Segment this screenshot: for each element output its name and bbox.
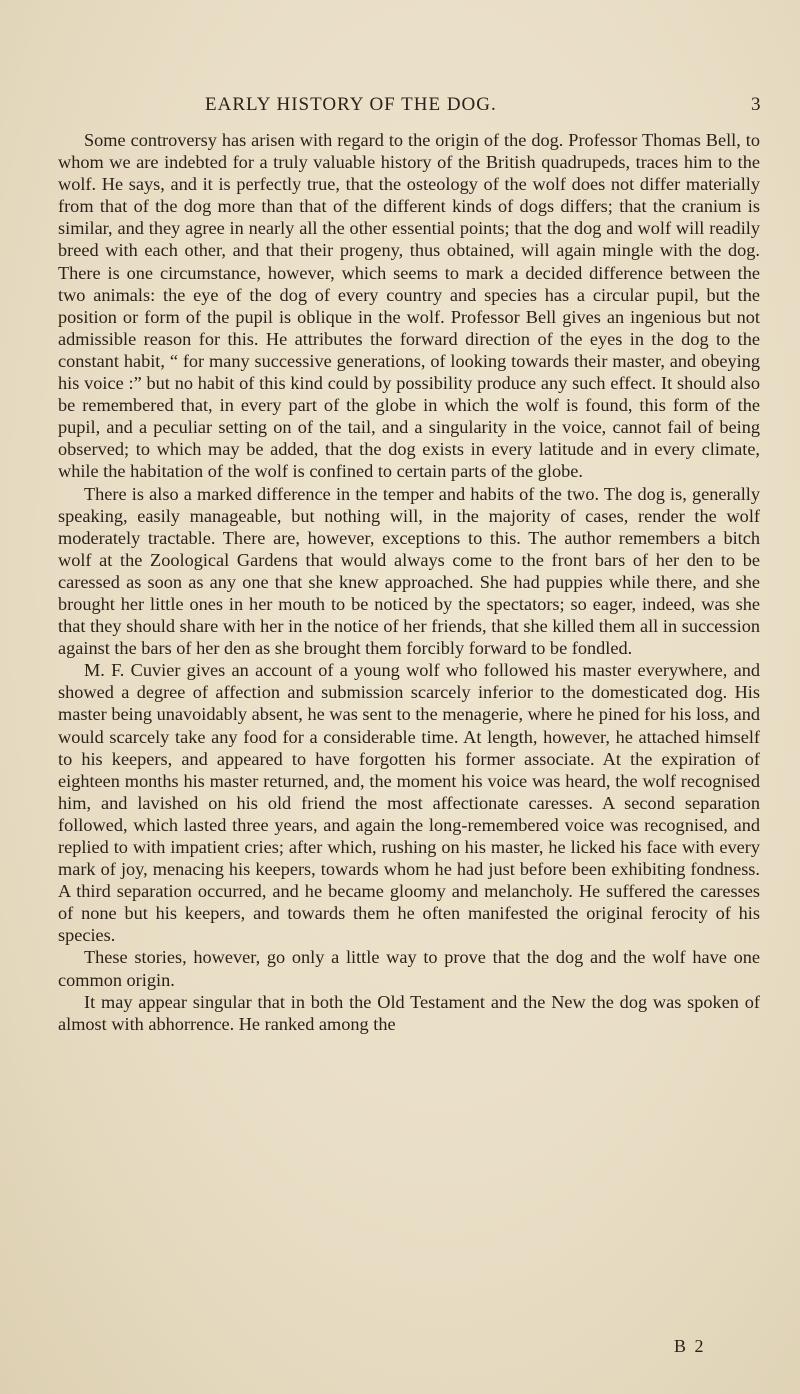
body-text [58, 129, 760, 1035]
paragraph-common-origin: These stories, however, go only a little way to prove that the dog and the wolf have one common origin. [58, 947, 760, 990]
signature-mark: B 2 [674, 1336, 706, 1356]
paragraph-cuvier-wolf: M. F. Cuvier gives an account of a young wolf who followed his master everywhere, and showed a degree of affection and submission scarcely inferior to the domesticated dog. His master being unavoidably absent, he was sent to the menagerie, where he pined for his loss, and would scarcely take any food for a considerable time. At length, however, he attached himself to his keepers, and appeared to have forgotten his former associate. At the expiration of eighteen months his master returned, and, the moment his voice was heard, the wolf recognised him, and lavished on his old friend the most affectionate caresses. A second separation followed, which lasted three years, and again the long-remembered voice was recognised, and replied to with impatient cries; after which, rushing on his master, he licked his face with every mark of joy, menacing his keepers, towards whom he had just before been exhibiting fondness. A third separation occurred, and he became gloomy and melancholy. He suffered the caresses of none but his keepers, and towards them he often manifested the original ferocity of his species. [58, 660, 760, 946]
page-number: 3 [751, 94, 761, 115]
paragraph-temper-and-habits: There is also a marked difference in the temper and habits of the two. The dog is, generally speaking, easily manageable, but nothing will, in the majority of cases, render the wolf moderately tractable. There are, however, exceptions to this. The author remembers a bitch wolf at the Zoological Gardens that would always come to the front bars of her den to be caressed as soon as any one that she knew approached. She had puppies while there, and she brought her little ones in her mouth to be noticed by the spectators; so eager, indeed, was she that they should share with her in the notice of her friends, that she killed them all in succession against the bars of her den as she brought them forcibly forward to be fondled. [58, 483, 760, 659]
paragraph-origin-of-dog: Some controversy has arisen with regard to the origin of the dog. Professor Thomas Bell, to whom we are indebted for a truly valuable history of the British quadrupeds, traces him to the wolf. He says, and it is perfectly true, that the osteology of the wolf does not differ materially from that of the dog more than that of the different kinds of dogs differs; that the cranium is similar, and they agree in nearly all the other essential points; that the dog and wolf will readily breed with each other, and that their progeny, thus obtained, will again mingle with the dog. There is one circumstance, however, which seems to mark a decided difference between the two animals: the eye of the dog of every country and species has a circular pupil, but the position or form of the pupil is oblique in the wolf. Professor Bell gives an ingenious but not admissible reason for this. He attributes the forward direction of the eyes in the dog to the constant habit, “ for many successive generations, of looking towards their master, and obeying his voice :” but no habit of this kind could by possibility produce any such effect. It should also be remembered that, in every part of the globe in which the wolf is found, this form of the pupil, and a peculiar setting on of the tail, and a singularity in the voice, cannot fail of being observed; to which may be added, that the dog exists in every latitude and in every climate, while the habitation of the wolf is confined to certain parts of the globe. [58, 130, 760, 482]
paragraph-old-testament: It may appear singular that in both the Old Testament and the New the dog was spoken of almost with abhorrence. He ranked among the [58, 991, 760, 1034]
running-title: EARLY HISTORY OF THE DOG. [205, 94, 497, 115]
running-head [205, 94, 785, 122]
